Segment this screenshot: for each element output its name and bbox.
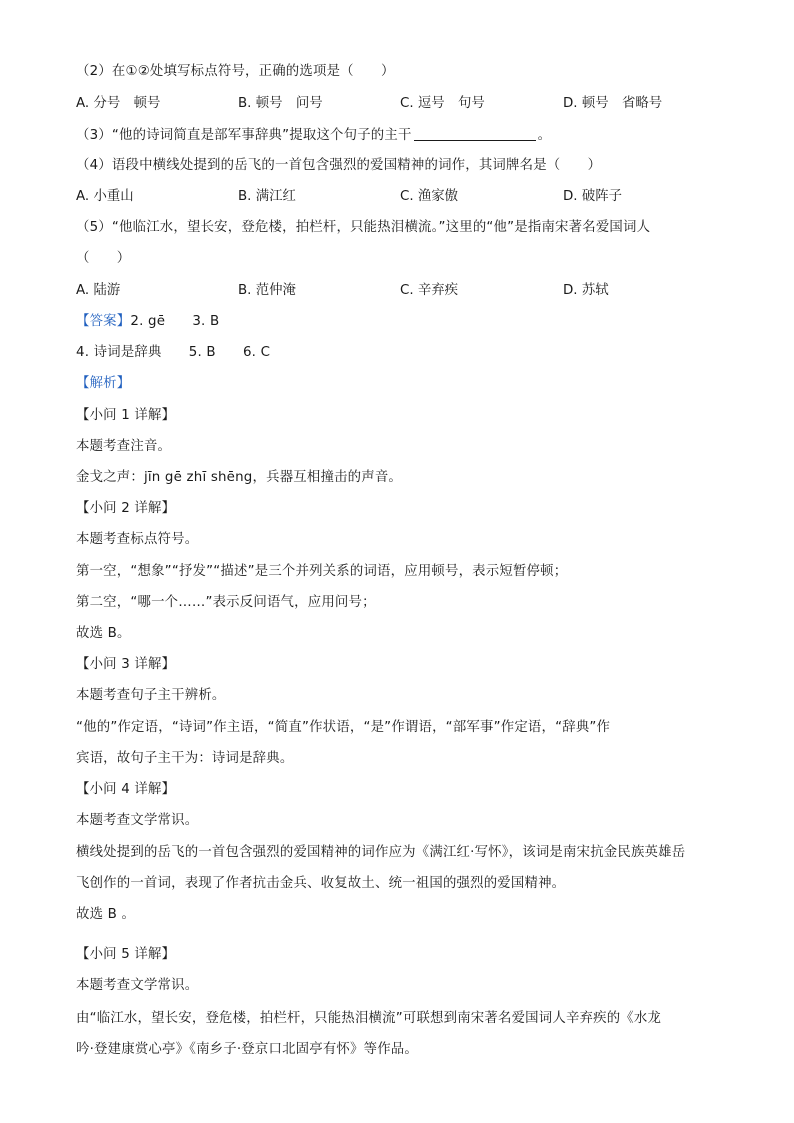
analysis-label: 【解析】 bbox=[76, 376, 131, 391]
question-3-stem-end: 。 bbox=[537, 128, 552, 143]
section-5-title: 【小问 5 详解】 bbox=[76, 947, 176, 962]
section-1-title: 【小问 1 详解】 bbox=[76, 408, 176, 423]
section-4-title: 【小问 4 详解】 bbox=[76, 782, 176, 797]
question-5-stem-line2: （ ） bbox=[76, 251, 131, 266]
answer-blank[interactable] bbox=[414, 126, 536, 141]
question-2-option-c: C. 逗号 句号 bbox=[400, 96, 485, 111]
question-5-option-c: C. 辛弃疾 bbox=[400, 283, 459, 298]
section-4-line-4: 故选 B 。 bbox=[76, 907, 136, 922]
question-5-option-b: B. 范仲淹 bbox=[238, 283, 296, 298]
section-3-line-2: “他的”作定语，“诗词”作主语，“简直”作状语，“是”作谓语，“部军事”作定语，“辞典”作 bbox=[76, 720, 611, 735]
question-2-option-b: B. 顿号 问号 bbox=[238, 96, 323, 111]
answer-line-2: 4. 诗词是辞典 5. B 6. C bbox=[76, 345, 271, 360]
section-3-line-3: 宾语，故句子主干为：诗词是辞典。 bbox=[76, 751, 294, 766]
question-5-option-d: D. 苏轼 bbox=[563, 283, 609, 298]
answer-line-1 bbox=[76, 313, 219, 331]
answer-label: 【答案】 bbox=[76, 314, 131, 329]
section-1-line-2: 金戈之声：jīn gē zhī shēng，兵器互相撞击的声音。 bbox=[76, 470, 403, 485]
section-2-line-1: 本题考查标点符号。 bbox=[76, 532, 199, 547]
question-3-stem bbox=[76, 126, 551, 145]
section-4-line-2: 横线处提到的岳飞的一首包含强烈的爱国精神的词作应为《满江红·写怀》，该词是南宋抗金民族英雄岳 bbox=[76, 845, 686, 860]
section-2-line-2: 第一空，“想象”“抒发”“描述”是三个并列关系的词语，应用顿号，表示短暂停顿； bbox=[76, 564, 568, 579]
question-2-option-d: D. 顿号 省略号 bbox=[563, 96, 663, 111]
question-4-option-b: B. 满江红 bbox=[238, 189, 296, 204]
question-4-stem: （4）语段中横线处提到的岳飞的一首包含强烈的爱国精神的词作，其词牌名是（ ） bbox=[76, 158, 602, 173]
question-4-option-a: A. 小重山 bbox=[76, 189, 134, 204]
section-4-line-3: 飞创作的一首词，表现了作者抗击金兵、收复故土、统一祖国的强烈的爱国精神。 bbox=[76, 876, 566, 891]
question-2-stem: （2）在①②处填写标点符号，正确的选项是（ ） bbox=[76, 64, 395, 79]
section-4-line-1: 本题考查文学常识。 bbox=[76, 813, 199, 828]
section-3-line-1: 本题考查句子主干辨析。 bbox=[76, 688, 226, 703]
question-4-option-c: C. 渔家傲 bbox=[400, 189, 459, 204]
question-3-stem-text: （3）“他的诗词简直是部军事辞典”提取这个句子的主干 bbox=[76, 128, 412, 143]
section-2-line-3: 第二空，“哪一个……”表示反问语气，应用问号； bbox=[76, 595, 376, 610]
section-2-line-4: 故选 B。 bbox=[76, 626, 131, 641]
question-4-option-d: D. 破阵子 bbox=[563, 189, 622, 204]
question-5-option-a: A. 陆游 bbox=[76, 283, 121, 298]
section-2-title: 【小问 2 详解】 bbox=[76, 501, 176, 516]
question-2-option-a: A. 分号 顿号 bbox=[76, 96, 161, 111]
section-3-title: 【小问 3 详解】 bbox=[76, 657, 176, 672]
section-5-line-2: 由“临江水，望长安，登危楼，拍栏杆，只能热泪横流”可联想到南宋著名爱国词人辛弃疾的《水龙 bbox=[76, 1011, 662, 1026]
section-1-line-1: 本题考查注音。 bbox=[76, 439, 172, 454]
section-5-line-3: 吟·登建康赏心亭》《南乡子·登京口北固亭有怀》等作品。 bbox=[76, 1042, 418, 1057]
question-5-stem-line1: （5）“他临江水，望长安，登危楼，拍栏杆，只能热泪横流。”这里的“他”是指南宋著名爱国词人 bbox=[76, 220, 651, 235]
section-5-line-1: 本题考查文学常识。 bbox=[76, 978, 199, 993]
answer-values-1: 2. gē 3. B bbox=[130, 314, 220, 329]
